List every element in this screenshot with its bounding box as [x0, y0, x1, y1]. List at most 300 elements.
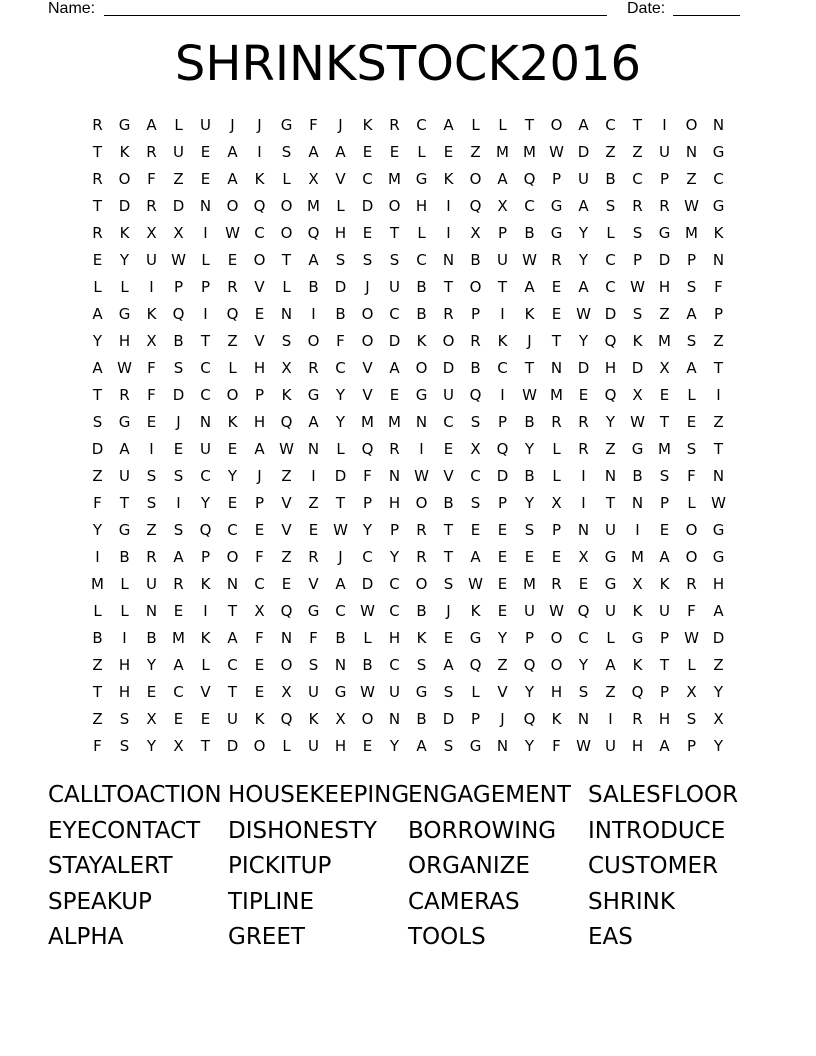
grid-letter: Y [524, 683, 535, 701]
grid-letter: K [713, 224, 724, 242]
grid-letter: E [227, 251, 238, 269]
grid-letter: O [388, 197, 401, 215]
grid-letter: R [416, 521, 427, 539]
grid-row [84, 112, 732, 139]
grid-letter: N [712, 116, 725, 134]
grid-letter: H [388, 629, 401, 647]
grid-row [84, 274, 732, 301]
grid-letter: K [416, 332, 427, 350]
grid-letter: P [713, 305, 724, 323]
grid-letter: I [311, 467, 316, 485]
grid-letter: C [389, 575, 400, 593]
grid-letter: L [687, 386, 696, 404]
grid-letter: V [362, 386, 373, 404]
grid-row [84, 706, 732, 733]
grid-letter: Z [713, 656, 724, 674]
grid-letter: U [227, 710, 238, 728]
grid-letter: U [389, 683, 400, 701]
grid-letter: L [417, 224, 426, 242]
grid-letter: X [470, 224, 481, 242]
grid-letter: K [551, 710, 562, 728]
grid-letter: R [146, 548, 157, 566]
grid-letter: E [389, 143, 400, 161]
grid-letter: A [146, 116, 157, 134]
grid-letter: B [416, 305, 427, 323]
grid-letter: D [631, 359, 644, 377]
grid-letter: K [632, 602, 643, 620]
grid-letter: G [550, 224, 563, 242]
grid-letter: F [363, 467, 372, 485]
grid-letter: L [282, 278, 291, 296]
grid-letter: D [118, 197, 131, 215]
grid-letter: J [500, 710, 505, 728]
grid-letter: O [307, 332, 320, 350]
grid-letter: B [335, 629, 346, 647]
grid-letter: K [254, 170, 265, 188]
grid-letter: E [551, 305, 562, 323]
grid-letter: T [443, 548, 454, 566]
grid-letter: L [228, 359, 237, 377]
grid-letter: B [443, 494, 454, 512]
grid-letter: O [415, 494, 428, 512]
grid-letter: O [118, 170, 131, 188]
grid-letter: U [659, 143, 670, 161]
grid-letter: K [308, 710, 319, 728]
grid-letter: O [253, 251, 266, 269]
grid-letter: G [712, 521, 725, 539]
grid-letter: N [442, 251, 455, 269]
grid-letter: Q [604, 386, 617, 404]
grid-letter: K [443, 170, 454, 188]
grid-letter: E [200, 143, 211, 161]
grid-letter: H [253, 413, 266, 431]
grid-letter: Q [280, 413, 293, 431]
grid-letter: M [550, 386, 563, 404]
grid-letter: H [658, 278, 671, 296]
grid-letter: T [713, 359, 724, 377]
grid-letter: O [469, 170, 482, 188]
grid-letter: C [254, 224, 265, 242]
grid-letter: Y [335, 386, 346, 404]
grid-letter: V [308, 575, 319, 593]
grid-letter: Z [227, 332, 238, 350]
grid-letter: Q [469, 656, 482, 674]
grid-letter: L [606, 629, 615, 647]
grid-letter: T [119, 494, 130, 512]
grid-row [84, 409, 732, 436]
grid-letter: Y [389, 548, 400, 566]
grid-letter: K [200, 629, 211, 647]
grid-letter: A [578, 197, 589, 215]
grid-letter: C [605, 116, 616, 134]
grid-row [84, 193, 732, 220]
page-title: SHRINKSTOCK2016 [174, 36, 642, 92]
grid-letter: B [524, 224, 535, 242]
grid-letter: K [416, 629, 427, 647]
date-field-line [673, 15, 740, 16]
grid-letter: A [227, 170, 238, 188]
grid-letter: Y [119, 251, 130, 269]
grid-letter: S [173, 521, 184, 539]
grid-letter: A [335, 143, 346, 161]
grid-letter: S [686, 710, 697, 728]
grid-letter: S [686, 332, 697, 350]
grid-letter: R [551, 251, 562, 269]
grid-letter: L [174, 116, 183, 134]
grid-letter: R [578, 440, 589, 458]
grid-letter: N [685, 143, 698, 161]
grid-letter: H [334, 737, 347, 755]
grid-letter: I [662, 116, 667, 134]
grid-letter: K [119, 224, 130, 242]
grid-letter: F [147, 386, 156, 404]
grid-letter: R [551, 413, 562, 431]
grid-letter: A [119, 440, 130, 458]
grid-letter: N [631, 494, 644, 512]
grid-letter: D [172, 197, 185, 215]
name-label: Name: [48, 0, 96, 17]
grid-letter: E [146, 413, 157, 431]
grid-letter: C [605, 278, 616, 296]
grid-letter: Z [92, 710, 103, 728]
grid-letter: L [687, 656, 696, 674]
grid-letter: O [550, 656, 563, 674]
grid-letter: T [200, 737, 211, 755]
grid-letter: T [92, 143, 103, 161]
grid-letter: X [146, 710, 157, 728]
grid-letter: Q [577, 602, 590, 620]
grid-letter: E [470, 521, 481, 539]
grid-letter: A [443, 116, 454, 134]
grid-row [84, 679, 732, 706]
grid-letter: X [146, 332, 157, 350]
grid-letter: E [659, 521, 670, 539]
grid-letter: N [226, 575, 239, 593]
word-list-item: ORGANIZE [408, 853, 530, 879]
grid-letter: S [335, 251, 346, 269]
grid-letter: R [389, 116, 400, 134]
grid-letter: S [173, 359, 184, 377]
grid-row [84, 436, 732, 463]
grid-letter: Y [713, 737, 724, 755]
grid-letter: A [686, 359, 697, 377]
grid-row [84, 328, 732, 355]
grid-letter: D [712, 629, 725, 647]
grid-letter: W [522, 251, 537, 269]
grid-letter: U [200, 440, 211, 458]
grid-letter: O [361, 305, 374, 323]
grid-row [84, 247, 732, 274]
grid-letter: S [281, 143, 292, 161]
grid-letter: Q [172, 305, 185, 323]
grid-letter: X [335, 710, 346, 728]
grid-letter: S [470, 413, 481, 431]
grid-letter: O [550, 629, 563, 647]
grid-letter: M [685, 224, 698, 242]
grid-letter: Y [227, 467, 238, 485]
grid-letter: P [254, 494, 265, 512]
grid-letter: B [470, 251, 481, 269]
grid-letter: S [281, 332, 292, 350]
grid-letter: Y [92, 332, 103, 350]
grid-letter: U [308, 683, 319, 701]
grid-letter: M [523, 143, 536, 161]
grid-letter: E [497, 575, 508, 593]
grid-letter: E [254, 656, 265, 674]
word-list-item: DISHONESTY [228, 817, 377, 844]
grid-letter: G [550, 197, 563, 215]
grid-letter: Q [307, 224, 320, 242]
grid-letter: M [307, 197, 320, 215]
word-list-item: CALLTOACTION [48, 782, 222, 808]
grid-letter: U [605, 521, 616, 539]
grid-letter: V [281, 521, 292, 539]
grid-letter: U [659, 602, 670, 620]
grid-letter: X [659, 359, 670, 377]
grid-letter: S [362, 251, 373, 269]
grid-letter: J [446, 602, 451, 620]
grid-letter: M [658, 332, 671, 350]
grid-letter: Q [199, 521, 212, 539]
grid-letter: I [716, 386, 721, 404]
grid-letter: R [308, 359, 319, 377]
grid-letter: K [254, 710, 265, 728]
grid-letter: P [551, 521, 562, 539]
grid-letter: E [389, 386, 400, 404]
word-list-item: SALESFLOOR [588, 782, 739, 808]
grid-letter: H [118, 656, 131, 674]
grid-letter: G [280, 116, 293, 134]
grid-letter: S [686, 440, 697, 458]
grid-letter: O [469, 278, 482, 296]
grid-letter: A [524, 278, 535, 296]
grid-letter: B [416, 602, 427, 620]
grid-letter: T [524, 116, 535, 134]
grid-letter: W [225, 224, 240, 242]
grid-letter: J [230, 116, 235, 134]
grid-letter: U [605, 602, 616, 620]
grid-letter: E [173, 440, 184, 458]
grid-letter: T [551, 332, 562, 350]
grid-letter: S [119, 710, 130, 728]
grid-letter: R [92, 224, 103, 242]
grid-letter: G [334, 683, 347, 701]
grid-letter: I [311, 305, 316, 323]
grid-letter: T [659, 656, 670, 674]
grid-letter: K [119, 143, 130, 161]
grid-letter: B [416, 710, 427, 728]
word-list-item: CUSTOMER [588, 853, 719, 879]
grid-letter: K [659, 575, 670, 593]
word-list [48, 778, 768, 956]
grid-letter: Y [578, 224, 589, 242]
grid-letter: X [632, 386, 643, 404]
grid-letter: C [605, 251, 616, 269]
grid-letter: G [631, 629, 644, 647]
grid-letter: P [497, 224, 508, 242]
word-list-item: ALPHA [48, 924, 124, 950]
grid-letter: N [550, 359, 563, 377]
grid-row [84, 517, 732, 544]
grid-letter: W [711, 494, 726, 512]
grid-letter: Y [146, 656, 157, 674]
grid-letter: A [578, 116, 589, 134]
grid-letter: S [659, 467, 670, 485]
grid-letter: S [686, 278, 697, 296]
grid-row [84, 139, 732, 166]
grid-letter: F [255, 629, 264, 647]
grid-letter: B [362, 656, 373, 674]
grid-letter: W [684, 197, 699, 215]
grid-letter: Q [280, 710, 293, 728]
grid-letter: P [659, 494, 670, 512]
grid-letter: H [550, 683, 563, 701]
word-list-item: EYECONTACT [48, 817, 201, 844]
grid-letter: P [497, 494, 508, 512]
grid-letter: K [362, 116, 373, 134]
grid-letter: U [524, 602, 535, 620]
grid-letter: E [551, 278, 562, 296]
grid-letter: N [712, 251, 725, 269]
grid-letter: Z [173, 170, 184, 188]
grid-letter: F [147, 170, 156, 188]
grid-letter: Q [496, 440, 509, 458]
grid-letter: U [146, 575, 157, 593]
grid-letter: O [415, 359, 428, 377]
grid-letter: I [446, 197, 451, 215]
grid-letter: X [281, 683, 292, 701]
grid-letter: S [146, 494, 157, 512]
grid-letter: C [389, 656, 400, 674]
grid-letter: I [581, 467, 586, 485]
grid-letter: M [523, 575, 536, 593]
grid-letter: P [470, 710, 481, 728]
grid-letter: D [442, 710, 455, 728]
grid-letter: D [361, 197, 374, 215]
grid-letter: K [200, 575, 211, 593]
grid-letter: X [578, 548, 589, 566]
grid-letter: X [470, 440, 481, 458]
grid-letter: Z [713, 332, 724, 350]
grid-letter: S [146, 467, 157, 485]
grid-letter: A [686, 305, 697, 323]
grid-letter: F [309, 629, 318, 647]
grid-letter: E [578, 386, 589, 404]
grid-letter: G [415, 386, 428, 404]
grid-letter: D [334, 278, 347, 296]
grid-letter: S [443, 683, 454, 701]
grid-letter: L [120, 575, 129, 593]
grid-letter: G [604, 548, 617, 566]
grid-row [84, 490, 732, 517]
grid-letter: Y [362, 521, 373, 539]
grid-letter: L [93, 602, 102, 620]
grid-letter: I [203, 305, 208, 323]
grid-letter: T [281, 251, 292, 269]
grid-letter: W [576, 305, 591, 323]
grid-letter: T [632, 116, 643, 134]
grid-letter: Z [92, 656, 103, 674]
grid-letter: W [630, 278, 645, 296]
grid-letter: X [632, 575, 643, 593]
grid-letter: N [496, 737, 509, 755]
grid-row [84, 382, 732, 409]
grid-letter: Y [497, 629, 508, 647]
grid-letter: T [227, 683, 238, 701]
grid-letter: U [578, 170, 589, 188]
grid-letter: F [552, 737, 561, 755]
grid-letter: U [605, 737, 616, 755]
grid-letter: R [416, 548, 427, 566]
grid-letter: S [578, 683, 589, 701]
grid-letter: S [308, 656, 319, 674]
grid-letter: C [200, 359, 211, 377]
grid-letter: W [360, 683, 375, 701]
grid-letter: L [471, 116, 480, 134]
grid-letter: U [308, 737, 319, 755]
grid-letter: H [631, 737, 644, 755]
grid-letter: Y [524, 494, 535, 512]
grid-letter: I [500, 386, 505, 404]
grid-letter: S [443, 737, 454, 755]
word-list-item: EAS [588, 924, 633, 950]
grid-letter: A [335, 575, 346, 593]
word-list-item: TOOLS [408, 924, 486, 950]
grid-letter: T [443, 278, 454, 296]
grid-letter: I [419, 440, 424, 458]
header-line [48, 0, 748, 20]
grid-letter: C [389, 305, 400, 323]
grid-letter: S [605, 197, 616, 215]
grid-letter: C [524, 197, 535, 215]
grid-letter: E [578, 575, 589, 593]
grid-letter: E [281, 575, 292, 593]
grid-letter: Z [497, 656, 508, 674]
word-list-item: BORROWING [408, 817, 557, 844]
grid-letter: A [308, 413, 319, 431]
grid-letter: O [415, 575, 428, 593]
grid-letter: O [361, 332, 374, 350]
grid-letter: L [552, 467, 561, 485]
grid-letter: L [606, 224, 615, 242]
grid-letter: C [713, 170, 724, 188]
grid-letter: I [149, 440, 154, 458]
grid-letter: T [92, 386, 103, 404]
grid-letter: X [551, 494, 562, 512]
grid-letter: W [414, 467, 429, 485]
grid-letter: P [173, 278, 184, 296]
grid-letter: W [468, 575, 483, 593]
grid-letter: A [389, 359, 400, 377]
grid-letter: L [93, 278, 102, 296]
grid-letter: R [92, 170, 103, 188]
grid-letter: C [389, 602, 400, 620]
grid-letter: T [92, 683, 103, 701]
grid-letter: R [227, 278, 238, 296]
grid-letter: W [333, 521, 348, 539]
grid-letter: V [254, 332, 265, 350]
grid-letter: B [416, 278, 427, 296]
grid-letter: Z [605, 440, 616, 458]
name-field-line [104, 15, 607, 16]
grid-letter: C [227, 656, 238, 674]
grid-letter: S [416, 656, 427, 674]
grid-letter: M [361, 413, 374, 431]
grid-letter: Y [389, 737, 400, 755]
grid-letter: E [497, 548, 508, 566]
grid-letter: N [280, 305, 293, 323]
grid-letter: G [118, 413, 131, 431]
